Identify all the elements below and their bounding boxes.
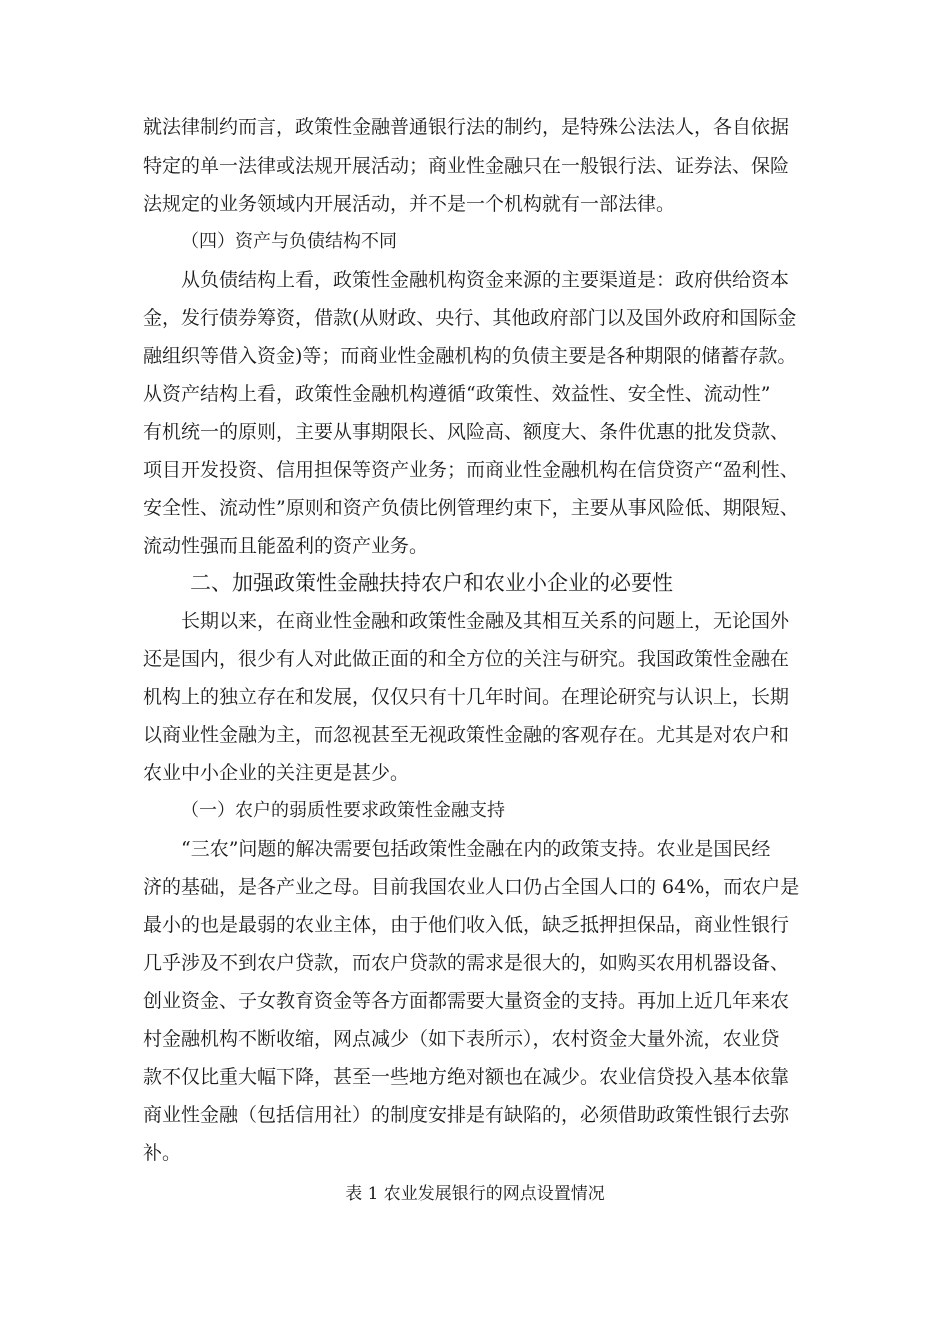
subsection-heading: （四）资产与负债结构不同 — [181, 231, 397, 252]
paragraph-line: 流动性强而且能盈利的资产业务。 — [143, 535, 429, 557]
paragraph-line: 从资产结构上看，政策性金融机构遵循“政策性、效益性、安全性、流动性” — [143, 383, 771, 405]
paragraph-line: “三农”问题的解决需要包括政策性金融在内的政策支持。农业是国民经 — [181, 838, 771, 860]
paragraph-line: 项目开发投资、信用担保等资产业务；而商业性金融机构在信贷资产“盈利性、 — [143, 459, 799, 481]
paragraph-line: 融组织等借入资金)等；而商业性金融机构的负债主要是各种期限的储蓄存款。 — [143, 345, 797, 367]
paragraph-line: 几乎涉及不到农户贷款，而农户贷款的需求是很大的，如购买农用机器设备、 — [143, 952, 790, 974]
paragraph-line: 就法律制约而言，政策性金融普通银行法的制约，是特殊公法法人，各自依据 — [143, 116, 790, 138]
paragraph-line: 村金融机构不断收缩，网点减少（如下表所示），农村资金大量外流，农业贷 — [143, 1028, 780, 1050]
paragraph-line: 款不仅比重大幅下降，甚至一些地方绝对额也在减少。农业信贷投入基本依靠 — [143, 1066, 790, 1088]
paragraph-line: 还是国内，很少有人对此做正面的和全方位的关注与研究。我国政策性金融在 — [143, 648, 790, 670]
table-caption: 表 1 农业发展银行的网点设置情况 — [345, 1184, 605, 1204]
paragraph-line: 金，发行债券筹资，借款(从财政、央行、其他政府部门以及国外政府和国际金 — [143, 307, 797, 329]
paragraph-line: 机构上的独立存在和发展，仅仅只有十几年时间。在理论研究与认识上，长期 — [143, 686, 790, 708]
paragraph-line: 补。 — [143, 1142, 182, 1164]
paragraph-line: 商业性金融（包括信用社）的制度安排是有缺陷的，必须借助政策性银行去弥 — [143, 1104, 790, 1126]
paragraph-line: 特定的单一法律或法规开展活动；商业性金融只在一般银行法、证券法、保险 — [143, 155, 790, 177]
paragraph-line: 农业中小企业的关注更是甚少。 — [143, 762, 410, 784]
paragraph-line: 创业资金、子女教育资金等各方面都需要大量资金的支持。再加上近几年来农 — [143, 990, 790, 1012]
paragraph-line: 法规定的业务领域内开展活动，并不是一个机构就有一部法律。 — [143, 193, 676, 215]
subsection-heading: （一）农户的弱质性要求政策性金融支持 — [181, 800, 505, 821]
paragraph-line: 济的基础，是各产业之母。目前我国农业人口仍占全国人口的 64%，而农户是 — [143, 876, 800, 898]
paragraph-line: 有机统一的原则，主要从事期限长、风险高、额度大、条件优惠的批发贷款、 — [143, 421, 790, 443]
paragraph-line: 最小的也是最弱的农业主体，由于他们收入低，缺乏抵押担保品，商业性银行 — [143, 914, 790, 936]
paragraph-line: 长期以来，在商业性金融和政策性金融及其相互关系的问题上，无论国外 — [181, 610, 790, 632]
paragraph-line: 从负债结构上看，政策性金融机构资金来源的主要渠道是：政府供给资本 — [181, 269, 790, 291]
paragraph-line: 以商业性金融为主，而忽视甚至无视政策性金融的客观存在。尤其是对农户和 — [143, 724, 790, 746]
paragraph-line: 安全性、流动性”原则和资产负债比例管理约束下，主要从事风险低、期限短、 — [143, 497, 799, 519]
section-heading: 二、加强政策性金融扶持农户和农业小企业的必要性 — [190, 571, 673, 595]
